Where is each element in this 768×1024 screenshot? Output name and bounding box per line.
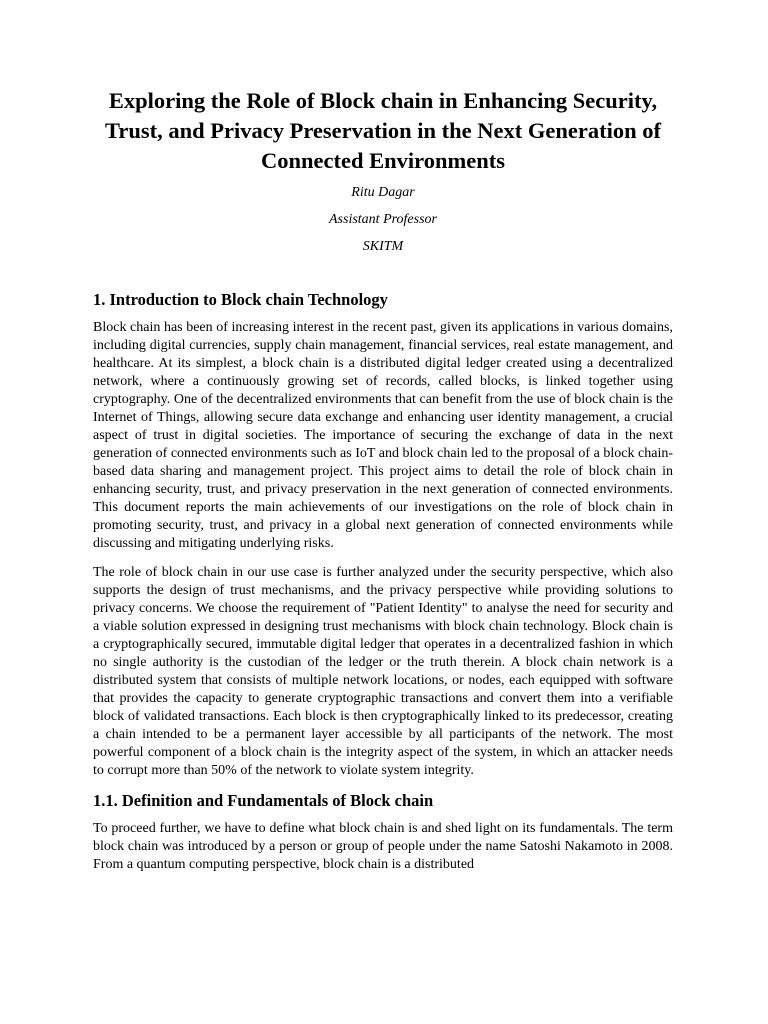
author-position: Assistant Professor (329, 212, 437, 227)
paper-page (93, 86, 673, 885)
section-heading-definition: 1.1. Definition and Fundamentals of Block chain (93, 791, 434, 810)
definition-paragraph-1: To proceed further, we have to define what block chain is and shed light on its fundamentals. The term block chain was introduced by a person or group of people under the name Satoshi Nakamoto in 2008. From a quantum computing perspective, block chain is a distributed (93, 821, 673, 872)
paper-title: Exploring the Role of Block chain in Enhancing Security, Trust, and Privacy Preservation in the Next Generation of Connected Environments (105, 88, 661, 173)
section-heading-introduction: 1. Introduction to Block chain Technology (93, 290, 388, 309)
intro-paragraph-1: Block chain has been of increasing interest in the recent past, given its applications in various domains, including digital currencies, supply chain management, financial services, real estate management, and healthcare. At its simplest, a block chain is a distributed digital ledger created using a decentralized network, where a continuously growing set of records, called blocks, is linked together using cryptography. One of the decentralized environments that can benefit from the use of block chain is the Internet of Things, allowing secure data exchange and enhancing user identity management, a crucial aspect of trust in digital societies. The importance of securing the exchange of data in the next generation of connected environments such as IoT and block chain led to the proposal of a block chain-based data sharing and management project. This project aims to detail the role of block chain in enhancing security, trust, and privacy preservation in the next generation of connected environments. This document reports the main achievements of our investigations on the role of block chain in promoting security, trust, and privacy in a global next generation of connected environments while discussing and mitigating underlying risks. (93, 320, 673, 551)
author-name: Ritu Dagar (351, 185, 415, 200)
intro-paragraph-2: The role of block chain in our use case is further analyzed under the security perspective, which also supports the design of trust mechanisms, and the privacy perspective while providing solutions to privacy concerns. We choose the requirement of "Patient Identity" to analyse the need for security and a viable solution expressed in designing trust mechanisms with block chain technology. Block chain is a cryptographically secured, immutable digital ledger that operates in a decentralized fashion in which no single authority is the custodian of the ledger or the truth therein. A block chain network is a distributed system that consists of multiple network locations, or nodes, each equipped with software that provides the capacity to generate cryptographic transactions and convert them into a verifiable block of validated transactions. Each block is then cryptographically linked to its predecessor, creating a chain intended to be a permanent layer accessible by all participants of the network. The most powerful component of a block chain is the integrity aspect of the system, in which an attacker needs to corrupt more than 50% of the network to violate system integrity. (93, 565, 673, 778)
author-affiliation: SKITM (362, 239, 404, 254)
